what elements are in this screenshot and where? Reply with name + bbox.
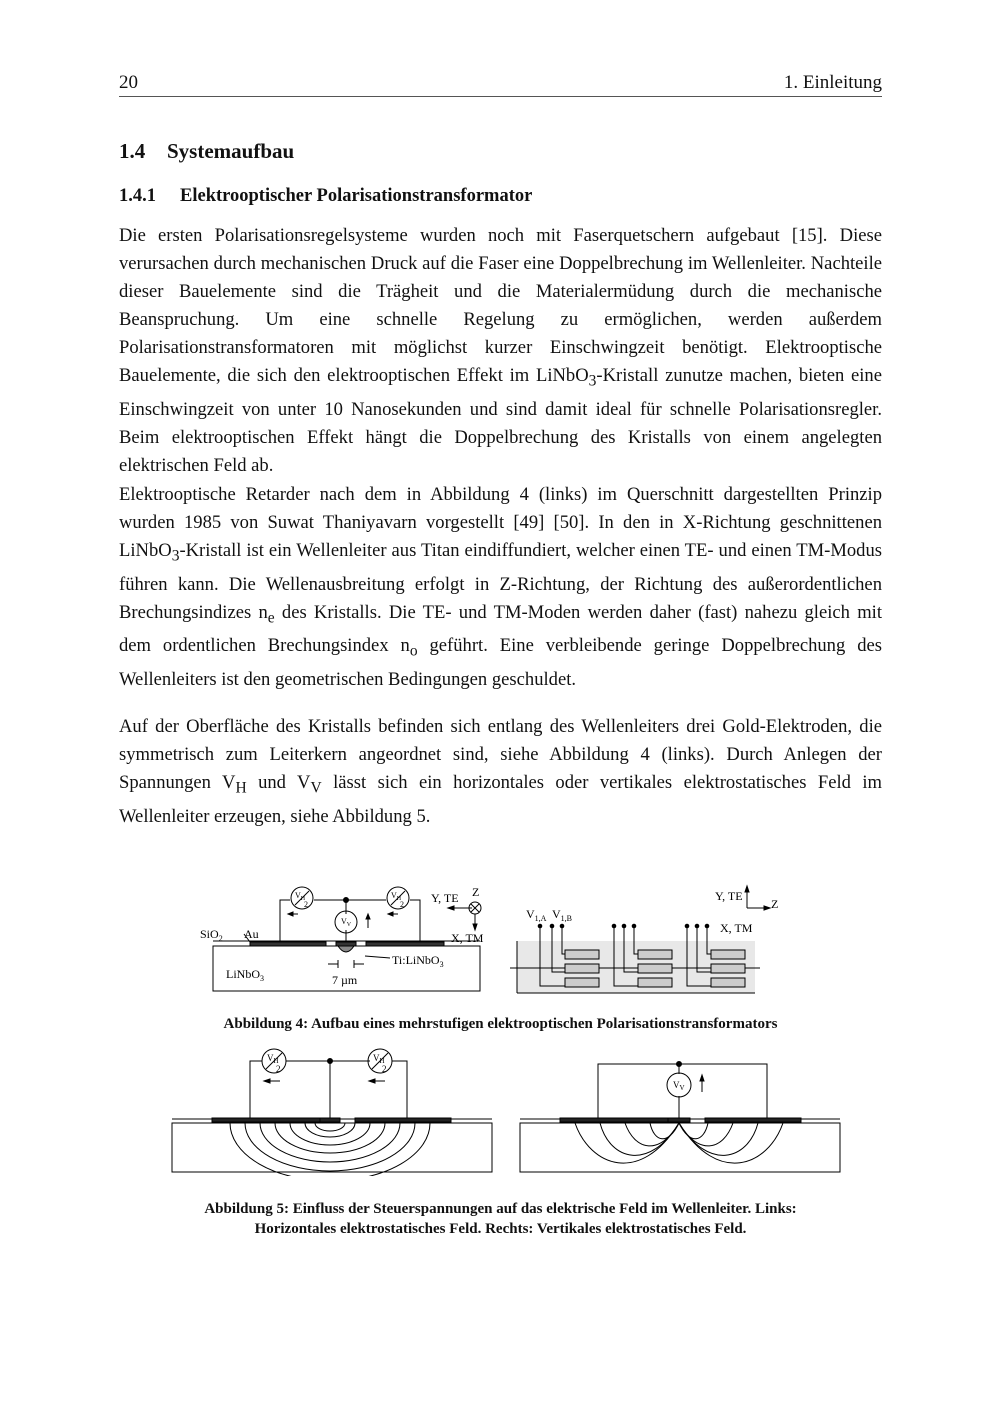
label-vv: $V_V$ [341, 917, 352, 928]
subscript: H [235, 779, 247, 797]
electrode-right-b [705, 1118, 801, 1122]
paragraph-text: lässt sich ein horizontales oder vertikales elektrostatisches Feld im Wellenleiter erzeugen, siehe Abbildung 5. [119, 772, 883, 827]
label-vh-a: $V_H$ [267, 1053, 279, 1065]
paragraph-text: Auf der Oberfläche des Kristalls befinden sich entlang des Wellenleiters drei Gold-Elektroden, die symmetrisch zum Leiterkern angeordnet sind, siehe Abbildung 4 (links). Durch Anlegen der Spannungen V [119, 716, 882, 793]
paragraph-text: und V [246, 772, 311, 793]
axis-label-x-right: X, TM [720, 921, 753, 935]
paragraph-1 [119, 222, 882, 480]
label-waveguide-width: 7 µm [332, 973, 358, 987]
label-ti-linbo3: Ti:LiNbO$_3$ [392, 953, 444, 969]
paragraph-text: -Kristall ist ein Wellenleiter aus Titan eindiffundiert, welcher einen TE- und einen TM-Modus führen kann. Die Wellenausbreitung erfolgt in Z-Richtung, der Richtung des außerordentlichen Brechungsindizes n [119, 540, 882, 623]
running-chapter-title: 1. Einleitung [783, 72, 882, 93]
label-vv-right: $V_V$ [673, 1080, 685, 1092]
section-heading [119, 139, 294, 164]
label-half-b: 2 [382, 1064, 387, 1074]
substrate-right [520, 1123, 840, 1172]
page-header [119, 70, 882, 97]
subscript: 3 [171, 547, 180, 565]
label-sio2: SiO$_2$ [200, 927, 223, 943]
subscript: o [409, 643, 418, 661]
paragraph-text: des Kristalls. Die TE- und TM-Moden werden daher (fast) nahezu gleich mit dem ordentlichen Brechungsindex n [119, 601, 882, 657]
electrode-center [336, 942, 356, 946]
axis-label-x-left: X, TM [451, 931, 484, 945]
axis-label-z-left: Z [472, 885, 480, 899]
electrode-left-a [212, 1118, 322, 1122]
label-vh-b: $V_H$ [373, 1053, 385, 1065]
subscript: e [267, 609, 275, 627]
section-number: 1.4 [119, 139, 146, 163]
electrode-left [250, 942, 326, 946]
paragraph-text: Die ersten Polarisationsregelsysteme wurden noch mit Faserquetschern aufgebaut [15]. Diese verursachen durch mechanischen Druck auf die Faser eine Doppelbrechung im Wellenleiter. Nachteile dieser Bauelemente sind die Trägheit und die Materialermüdung durch die mechanische Beanspruchung. Um eine schnelle Regelung zu ermöglichen, werden außerdem Polarisationstransformatoren mit möglichst kurzer Einschwingzeit benötigt. Elektrooptische Bauelemente, die sich den elektrooptischen Effekt im LiNbO [119, 225, 882, 386]
axis-label-y-left: Y, TE [431, 891, 459, 905]
figure-5-diagram [170, 1046, 845, 1176]
page-number: 20 [119, 72, 138, 93]
paragraph-text: Elektrooptische Retarder nach dem in Abbildung 4 (links) im Querschnitt dargestellten Prinzip wurden 1985 von Suwat Thaniyavarn vorgestellt [49] [50]. In den in X-Richtung geschnittenen LiNbO [119, 484, 882, 561]
paragraph-text: geführt. Eine verbleibende geringe Doppelbrechung des Wellenleiters ist den geometrischen Bedingungen geschuldet. [119, 635, 882, 691]
label-linbo3: LiNbO$_3$ [226, 967, 264, 983]
label-vh-1: $V_H$ [295, 891, 306, 902]
section-title: Systemaufbau [167, 139, 295, 163]
electrode-left-center [320, 1118, 340, 1122]
paragraph-2 [119, 481, 882, 694]
subscript: 3 [588, 372, 597, 390]
subscript: V [310, 779, 322, 797]
figure-5-caption [119, 1199, 882, 1239]
subsection-number: 1.4.1 [119, 186, 156, 206]
figure-4-caption: Abbildung 4: Aufbau eines mehrstufigen elektrooptischen Polarisationstransformators [223, 1016, 778, 1032]
waveguide-core [338, 946, 354, 952]
electrode-right-a [560, 1118, 670, 1122]
label-half-a: 2 [276, 1064, 281, 1074]
paragraph-text: -Kristall zunutze machen, bieten eine Einschwingzeit von unter 10 Nanosekunden und sind damit ideal für schnelle Polarisationsregler. Beim elektrooptischen Effekt hängt die Doppelbrechung des Kristalls von einem angelegten elektrischen Feld ab. [119, 365, 882, 476]
electrode-left-b [355, 1118, 451, 1122]
figure-5-caption-line-1: Abbildung 5: Einfluss der Steuerspannungen auf das elektrische Feld im Wellenleiter. Links: [204, 1201, 797, 1217]
label-v1b: $V_{1,B}$ [552, 907, 573, 923]
paragraph-3 [119, 713, 882, 831]
axis-label-y-right: Y, TE [715, 889, 743, 903]
label-half-1: 2 [304, 900, 308, 909]
subsection-heading [119, 186, 532, 207]
subsection-title: Elektrooptischer Polarisationstransformator [180, 186, 533, 206]
label-vh-2: $V_H$ [391, 891, 402, 902]
label-v1a: $V_{1,A}$ [526, 907, 547, 923]
field-lines-horizontal [230, 1123, 430, 1176]
electrode-right-center [668, 1118, 690, 1122]
label-au: Au [244, 927, 259, 941]
axis-label-z-right: Z [771, 897, 779, 911]
label-half-2: 2 [400, 900, 404, 909]
substrate-left [172, 1123, 492, 1172]
figure-4-diagram [190, 878, 810, 1000]
field-lines-vertical [575, 1123, 783, 1163]
electrode-right [366, 942, 444, 946]
figure-5-caption-line-2: Horizontales elektrostatisches Feld. Rechts: Vertikales elektrostatisches Feld. [254, 1221, 747, 1237]
